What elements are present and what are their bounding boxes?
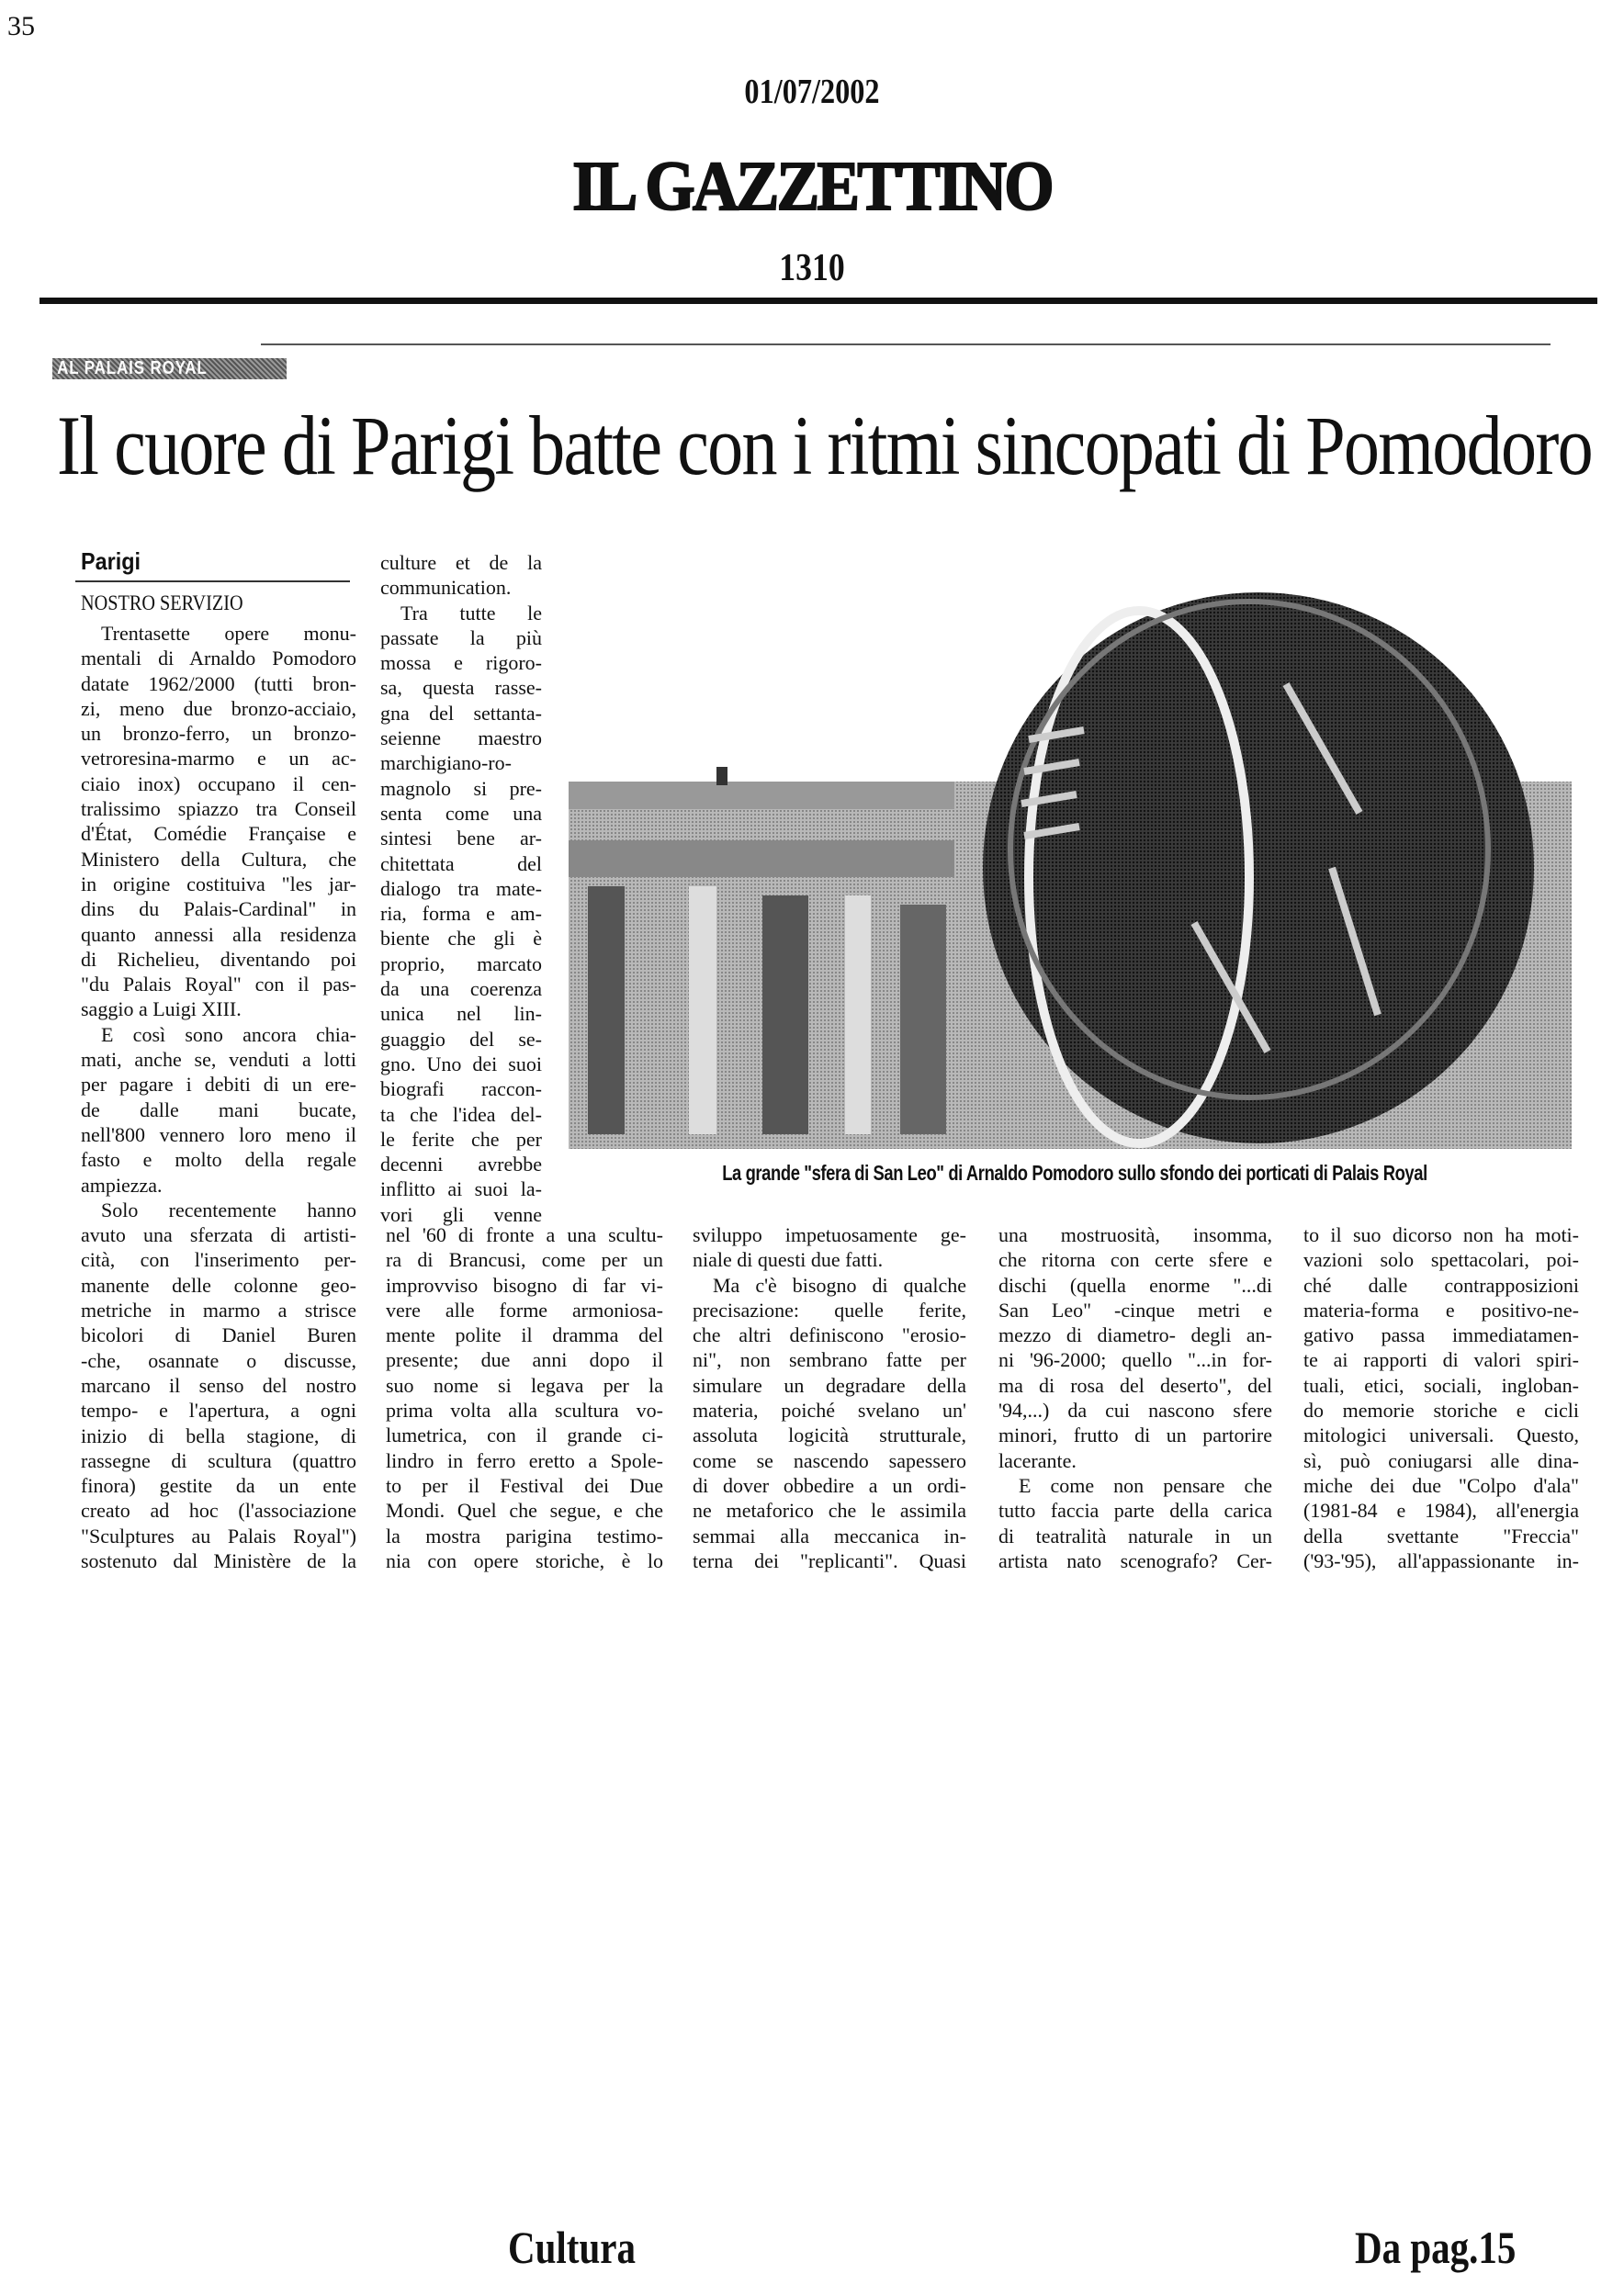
text-line: come se nascendo sapessero	[693, 1448, 966, 1472]
text-line: un bronzo-ferro, un bronzo-	[81, 722, 356, 746]
text-line: unica nel lin-	[380, 1002, 542, 1026]
article-headline: Il cuore di Parigi batte con i ritmi sincopati di Pomodoro	[57, 399, 1592, 492]
text-column-2-lower	[386, 1222, 663, 1573]
text-line: sa, questa rasse-	[380, 676, 542, 700]
article-byline: NOSTRO SERVIZIO	[81, 591, 243, 614]
text-line: magnolo si pre-	[380, 776, 542, 800]
text-line: Tra tutte le	[400, 601, 542, 625]
text-line: E come non pensare che	[1019, 1473, 1272, 1497]
text-line: chitettata del	[380, 851, 542, 875]
text-line: che altri definiscono "erosio-	[693, 1323, 966, 1347]
text-line: Solo recentemente hanno	[101, 1198, 356, 1221]
text-line: vazioni solo spettacolari, poi-	[1303, 1248, 1579, 1272]
text-line: inflitto ai suoi la-	[380, 1177, 542, 1201]
text-line: d'État, Comédie Française e	[81, 822, 356, 846]
text-line: '94,...) da cui nascono sfere	[998, 1399, 1272, 1423]
text-line: mitologici universali. Questo,	[1303, 1424, 1579, 1447]
text-line: inizio di bella stagione, di	[81, 1424, 356, 1447]
footer-section: Cultura	[508, 2222, 636, 2273]
text-line: tuali, etici, sociali, ingloban-	[1303, 1373, 1579, 1397]
text-line: decenni avrebbe	[380, 1153, 542, 1176]
text-line: tempo- e l'apertura, a ogni	[81, 1399, 356, 1423]
text-line: creato ad hoc (l'associazione	[81, 1499, 356, 1523]
text-line: tutto faccia parte della carica	[998, 1499, 1272, 1523]
text-line: da una coerenza	[380, 977, 542, 1001]
text-column-3	[693, 1222, 966, 1573]
text-line: ni", non sembrano fatte per	[693, 1348, 966, 1372]
text-line: materia, poiché svelano un'	[693, 1399, 966, 1423]
text-line: assoluta logicità strutturale,	[693, 1424, 966, 1447]
text-line: ne metaforico che le assimila	[693, 1499, 966, 1523]
edition-number: 1310	[779, 247, 845, 289]
text-line: materia-forma e positivo-ne-	[1303, 1298, 1579, 1322]
text-line: prima volta alla scultura vo-	[386, 1399, 663, 1423]
publication-date: 01/07/2002	[744, 73, 880, 111]
text-line: mentali di Arnaldo Pomodoro	[81, 647, 356, 670]
text-line: San Leo" -cinque metri e	[998, 1298, 1272, 1322]
text-line: ampiezza.	[81, 1173, 163, 1197]
text-line: in origine costituiva "les jar-	[81, 872, 356, 895]
text-line: ('93-'95), all'appassionante in-	[1303, 1548, 1579, 1572]
text-line: ria, forma e am-	[380, 902, 542, 926]
article-kicker	[52, 358, 287, 379]
text-line: biente che gli è	[380, 927, 542, 951]
text-line: di dover obbedire a un ordi-	[693, 1473, 966, 1497]
text-line: manente delle colonne geo-	[81, 1273, 356, 1297]
text-line: sì, può coniugarsi alle dina-	[1303, 1448, 1579, 1472]
text-line: fasto e molto della regale	[81, 1148, 356, 1172]
text-line: do memorie storiche e cicli	[1303, 1399, 1579, 1423]
kicker-label: AL PALAIS ROYAL	[57, 358, 208, 378]
text-line: zi, meno due bronzo-acciaio,	[81, 696, 356, 720]
text-line: saggio a Luigi XIII.	[81, 997, 242, 1021]
text-line: sostenuto dal Ministère de la	[81, 1548, 356, 1572]
text-line: vori gli venne	[380, 1202, 542, 1226]
text-line: E così sono ancora chia-	[101, 1022, 356, 1046]
text-line: dialogo tra mate-	[380, 876, 542, 900]
text-line: suo nome si legava per la	[386, 1373, 663, 1397]
sculpture-photo	[551, 574, 1585, 1157]
text-line: mossa e rigoro-	[380, 651, 542, 675]
text-line: mente polite il dramma del	[386, 1323, 663, 1347]
text-line: seienne maestro	[380, 726, 542, 750]
text-line: bicolori di Daniel Buren	[81, 1323, 356, 1347]
kicker-rule	[261, 343, 1551, 345]
text-line: rassegne di scultura (quattro	[81, 1448, 356, 1472]
text-line: finora) gestite da un ente	[81, 1474, 356, 1498]
text-line: culture et de la	[380, 551, 542, 574]
text-line: per pagare i debiti di un ere-	[81, 1073, 356, 1097]
text-line: nia con opere storiche, è lo	[386, 1548, 663, 1572]
text-line: to il suo dicorso non ha moti-	[1303, 1223, 1579, 1246]
text-line: miche dei due "Colpo d'ala"	[1303, 1473, 1579, 1497]
text-line: ma di rosa del deserto", del	[998, 1373, 1272, 1397]
newspaper-masthead: IL GAZZETTINO	[572, 148, 1052, 225]
text-line: simulare un degradare della	[693, 1373, 966, 1397]
text-line: ta che l'idea del-	[380, 1102, 542, 1126]
text-line: della svettante "Freccia"	[1303, 1524, 1579, 1548]
footer-page-reference: Da pag.15	[1355, 2222, 1517, 2273]
text-line: metriche in marmo a strisce	[81, 1299, 356, 1322]
text-line: dins du Palais-Cardinal" in	[81, 897, 356, 921]
text-line: guaggio del se-	[380, 1027, 542, 1051]
text-line: sintesi bene ar-	[380, 827, 542, 850]
text-line: lacerante.	[998, 1448, 1077, 1472]
text-line: vetroresina-marmo e un ac-	[81, 747, 356, 771]
page-number: 35	[7, 11, 35, 41]
text-line: artista nato scenografo? Cer-	[998, 1548, 1272, 1572]
text-line: la mostra parigina testimo-	[386, 1524, 663, 1548]
text-line: Ministero della Cultura, che	[81, 847, 356, 871]
text-line: Ma c'è bisogno di qualche	[713, 1273, 966, 1297]
sfera-di-san-leo-sculpture	[983, 592, 1534, 1143]
text-line: tralissimo spiazzo tra Conseil	[81, 797, 356, 821]
text-line: quanto annessi alla residenza	[81, 922, 356, 946]
text-line: te ai rapporti di valori spiri-	[1303, 1348, 1579, 1372]
text-line: ni '96-2000; quello "...in for-	[998, 1348, 1272, 1372]
text-line: di Richelieu, diventando poi	[81, 947, 356, 971]
text-line: mati, anche se, venduti a lotti	[81, 1048, 356, 1072]
text-line: Mondi. Quel che segue, e che	[386, 1499, 663, 1523]
text-line: ra di Brancusi, come per un	[386, 1248, 663, 1272]
photo-caption: La grande "sfera di San Leo" di Arnaldo Pomodoro sullo sfondo dei porticati di Palais Royal	[722, 1161, 1427, 1185]
text-line: gativo passa immediatamen-	[1303, 1323, 1579, 1347]
text-line: avuto una sferzata di artisti-	[81, 1223, 356, 1247]
text-line: mezzo di diametro- degli an-	[998, 1323, 1272, 1347]
text-line: de dalle mani bucate,	[81, 1097, 356, 1121]
text-line: nel '60 di fronte a una scultu-	[386, 1223, 663, 1246]
text-line: marchigiano-ro-	[380, 751, 512, 775]
text-line: (1981-84 e 1984), all'energia	[1303, 1499, 1579, 1523]
text-line: gno. Uno dei suoi	[380, 1052, 542, 1075]
text-line: una mostruosità, insomma,	[998, 1223, 1272, 1246]
text-line: gna del settanta-	[380, 701, 542, 725]
text-line: proprio, marcato	[380, 951, 542, 975]
text-line: lumetrica, con il grande ci-	[386, 1424, 663, 1447]
text-line: "Sculptures au Palais Royal")	[81, 1524, 356, 1548]
text-line: di teatralità naturale in un	[998, 1524, 1272, 1548]
text-line: ciaio inox) occupano il cen-	[81, 771, 356, 795]
text-line: minori, frutto di un partorire	[998, 1424, 1272, 1447]
text-line: presente; due anni dopo il	[386, 1348, 663, 1372]
text-line: marcano il senso del nostro	[81, 1373, 356, 1397]
text-line: che ritorna con certe sfere e	[998, 1248, 1272, 1272]
text-line: vere alle forme armoniosa-	[386, 1298, 663, 1322]
text-line: lindro in ferro eretto a Spole-	[386, 1448, 663, 1472]
text-line: to per il Festival dei Due	[386, 1473, 663, 1497]
text-line: "du Palais Royal" con il pas-	[81, 973, 356, 996]
text-line: -che, osannate o discusse,	[81, 1348, 356, 1372]
text-line: datate 1962/2000 (tutti bron-	[81, 671, 356, 695]
text-column-2-upper	[380, 550, 542, 1227]
text-column-1	[81, 621, 356, 1573]
text-line: nell'800 vennero loro meno il	[81, 1122, 356, 1146]
text-line: semmai alla meccanica in-	[693, 1524, 966, 1548]
text-line: biografi raccon-	[380, 1077, 542, 1101]
text-line: cità, con l'inserimento per-	[81, 1248, 356, 1272]
text-line: precisazione: quelle ferite,	[693, 1298, 966, 1322]
text-line: le ferite che per	[380, 1127, 542, 1151]
dateline-rule	[75, 580, 350, 582]
text-line: ché dalle contrapposizioni	[1303, 1273, 1579, 1297]
text-line: sviluppo impetuosamente ge-	[693, 1223, 966, 1246]
header-divider	[39, 298, 1597, 304]
text-line: Trentasette opere monu-	[101, 622, 356, 645]
text-line: dischi (quella enorme "...di	[998, 1273, 1272, 1297]
text-column-5	[1303, 1222, 1579, 1573]
text-line: terna dei "replicanti". Quasi	[693, 1548, 966, 1572]
text-line: passate la più	[380, 625, 542, 649]
text-line: niale di questi due fatti.	[693, 1248, 884, 1272]
article-dateline: Parigi	[81, 547, 141, 575]
text-line: improvviso bisogno di far vi-	[386, 1273, 663, 1297]
text-line: communication.	[380, 576, 512, 600]
text-column-4	[998, 1222, 1272, 1573]
text-line: senta come una	[380, 801, 542, 825]
